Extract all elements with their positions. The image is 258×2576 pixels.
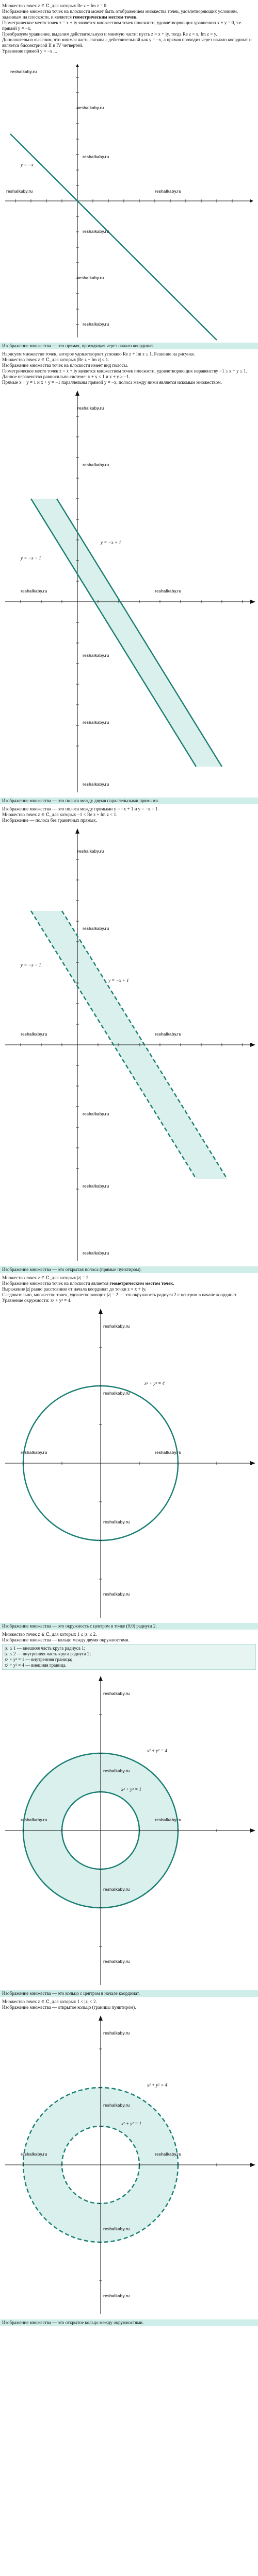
paragraph: Множество точек z ∈ ℂ, для которых −1 < Re z + Im z < 1. <box>2 812 118 817</box>
watermark: reshalkaby.ru <box>83 229 109 234</box>
watermark: reshalkaby.ru <box>83 1112 109 1116</box>
figure-1 <box>0 54 258 343</box>
watermark: reshalkaby.ru <box>77 106 104 110</box>
paragraph: Дополнительно выясним, что мнимая часть связана с действительной как y = −x, а прямая проходит через начало координат и является биссектрисой II и IV четвертей. <box>2 37 252 48</box>
watermark: reshalkaby.ru <box>103 1391 130 1396</box>
list-item: x² + y² = 1 — внутренняя граница; <box>5 1657 72 1662</box>
watermark: reshalkaby.ru <box>103 1769 130 1773</box>
equation-label: y = −x <box>21 162 34 167</box>
section-6 <box>0 1999 258 2326</box>
watermark: reshalkaby.ru <box>155 1818 182 1822</box>
paragraph: Изображение — полоса без граничных прямых. <box>2 818 97 823</box>
watermark: reshalkaby.ru <box>21 1032 47 1037</box>
watermark: reshalkaby.ru <box>103 1959 130 1964</box>
watermark: reshalkaby.ru <box>155 1450 182 1455</box>
watermark: reshalkaby.ru <box>103 1691 130 1696</box>
watermark: reshalkaby.ru <box>21 1450 47 1455</box>
paragraph: Уравнение прямой y = −x ... <box>2 48 57 54</box>
watermark: reshalkaby.ru <box>21 2152 47 2157</box>
section-1 <box>0 0 258 349</box>
equation-label: x² + y² = 4 <box>147 2082 168 2088</box>
watermark: reshalkaby.ru <box>77 849 104 854</box>
paragraph: Выражение |z| равно расстоянию от начала координат до точки z = x + iy. <box>2 1286 147 1292</box>
watermark: reshalkaby.ru <box>103 2103 130 2108</box>
watermark: reshalkaby.ru <box>21 1818 47 1822</box>
graph-open-strip <box>0 823 258 1266</box>
paragraph: Множество точек z ∈ ℂ, для которых 1 < |z| < 2. <box>2 1999 97 2004</box>
equation-label: y = −x + 1 <box>108 978 129 983</box>
watermark: reshalkaby.ru <box>83 720 109 725</box>
list-item: |z| ≤ 2 — внутренняя часть круга радиуса 2; <box>5 1651 91 1656</box>
paragraph: Следовательно, множество точек, удовлетворяющих |z| = 2 — это окружность радиуса 2 с центром в начале координат. <box>2 1292 237 1297</box>
list-item: |z| ≥ 1 — внешняя часть круга радиуса 1; <box>5 1646 86 1651</box>
paragraph: Множество точек z ∈ ℂ, для которых 1 ≤ |z| ≤ 2. <box>2 1632 97 1637</box>
paragraph: Изображение множества — это полоса между прямыми y = −x + 1 и y = −x − 1. <box>2 806 159 811</box>
paragraph: Изображение множества точек на плоскости может быть отображением множества точек, удовлетворяющих условиям, заданным на плоскости, и является геометрическим местом точек. <box>2 9 238 20</box>
paragraph: Геометрическое место точек z = x + iy является множеством точек плоскости, удовлетворяющих уравнению x + y = 0, т.е. прямой y = −x. <box>2 20 243 31</box>
section-4 <box>0 1275 258 1630</box>
equation-label: y = −x + 1 <box>101 540 121 545</box>
watermark: reshalkaby.ru <box>77 276 104 280</box>
caption: Изображение множества — это прямая, проходящая через начало координат. <box>0 343 258 349</box>
watermark: reshalkaby.ru <box>103 2227 130 2231</box>
figure-4 <box>0 1303 258 1623</box>
watermark: reshalkaby.ru <box>83 926 109 931</box>
watermark: reshalkaby.ru <box>155 589 182 594</box>
paragraph: Изображение множества — открытое кольцо (границы пунктиром). <box>2 2005 136 2010</box>
caption: Изображение множества — это открытое кольцо между окружностями. <box>0 2319 258 2326</box>
watermark: reshalkaby.ru <box>83 653 109 658</box>
watermark: reshalkaby.ru <box>83 1184 109 1189</box>
watermark: reshalkaby.ru <box>6 189 33 194</box>
watermark: reshalkaby.ru <box>10 70 37 74</box>
paragraph: Уравнение окружности: x² + y² = 4. <box>2 1298 72 1303</box>
figure-3 <box>0 823 258 1266</box>
watermark: reshalkaby.ru <box>103 1324 130 1329</box>
info-box <box>2 1644 256 1670</box>
paragraph: Прямые x + y = 1 и x + y = −1 параллельны прямой y = −x, полоса между ними является искомым множеством. <box>2 380 222 385</box>
watermark: reshalkaby.ru <box>83 463 109 467</box>
figure-5 <box>0 1671 258 1990</box>
caption: Изображение множества — это полоса между двумя параллельными прямыми. <box>0 798 258 804</box>
paragraph: Изображение множества точек на плоскости является геометрическим местом точек. <box>2 1281 174 1286</box>
watermark: reshalkaby.ru <box>83 782 109 787</box>
watermark: reshalkaby.ru <box>103 2031 130 2036</box>
watermark: reshalkaby.ru <box>103 1520 130 1524</box>
paragraph: Изображение множества — кольцо между двумя окружностями. <box>2 1637 130 1642</box>
watermark: reshalkaby.ru <box>155 1032 182 1037</box>
paragraph: Нарисуем множество точек, которое удовлетворяет условию Re z + Im z ≤ 1. Решение на рисунке. <box>2 351 196 357</box>
equation-label: x² + y² = 4 <box>144 1381 165 1386</box>
watermark: reshalkaby.ru <box>103 2294 130 2298</box>
list-item: x² + y² = 4 — внешняя граница. <box>5 1663 67 1668</box>
graph-line <box>0 54 258 343</box>
graph-circle <box>0 1303 258 1623</box>
watermark: reshalkaby.ru <box>103 1887 130 1892</box>
equation-label: x² + y² = 1 <box>121 1787 142 1792</box>
equation-label: x² + y² = 4 <box>147 1748 168 1753</box>
equation-label: y = −x − 1 <box>21 962 41 968</box>
caption: Изображение множества — это кольцо с центром в начале координат. <box>0 1990 258 1997</box>
graph-open-annulus <box>0 2010 258 2319</box>
paragraph: Изображение множества точек на плоскости имеет вид полосы. <box>2 363 128 368</box>
section-5 <box>0 1632 258 1997</box>
caption: Изображение множества — это окружность с центром в точке (0;0) радиуса 2. <box>0 1623 258 1630</box>
figure-6 <box>0 2010 258 2319</box>
paragraph: Геометрическое место точек z = x + iy является множеством точек плоскости, удовлетворяющих неравенству −1 ≤ x + y ≤ 1. <box>2 368 247 374</box>
watermark: reshalkaby.ru <box>155 189 182 194</box>
figure-2 <box>0 385 258 798</box>
caption: Изображение множества — это открытая полоса (прямые пунктиром). <box>0 1266 258 1273</box>
watermark: reshalkaby.ru <box>83 322 109 327</box>
watermark: reshalkaby.ru <box>103 1592 130 1597</box>
graph-annulus <box>0 1671 258 1990</box>
paragraph: Данное неравенство равносильно системе: x + y ≤ 1 и x + y ≥ −1. <box>2 374 130 379</box>
watermark: reshalkaby.ru <box>155 2152 182 2157</box>
watermark: reshalkaby.ru <box>77 406 104 411</box>
section-2 <box>0 351 258 804</box>
paragraph: Множество точек z ∈ ℂ, для которых |Re z + Im z| ≤ 1. <box>2 357 109 362</box>
paragraph: Преобразуем уравнение, выделим действительную и мнимую части: пусть z = x + iy, тогда Re z = x, Im z = y. <box>2 31 217 37</box>
section-3 <box>0 806 258 1273</box>
watermark: reshalkaby.ru <box>83 155 109 159</box>
equation-label: y = −x − 1 <box>21 555 41 561</box>
equation-label: x² + y² = 1 <box>121 2121 142 2126</box>
paragraph: Множество точек z ∈ ℂ, для которых |z| = 2. <box>2 1275 90 1280</box>
paragraph: Множество точек z ∈ ℂ, для которых Re z + Im z = 0. <box>2 3 108 8</box>
watermark: reshalkaby.ru <box>83 1251 109 1256</box>
watermark: reshalkaby.ru <box>21 589 47 594</box>
